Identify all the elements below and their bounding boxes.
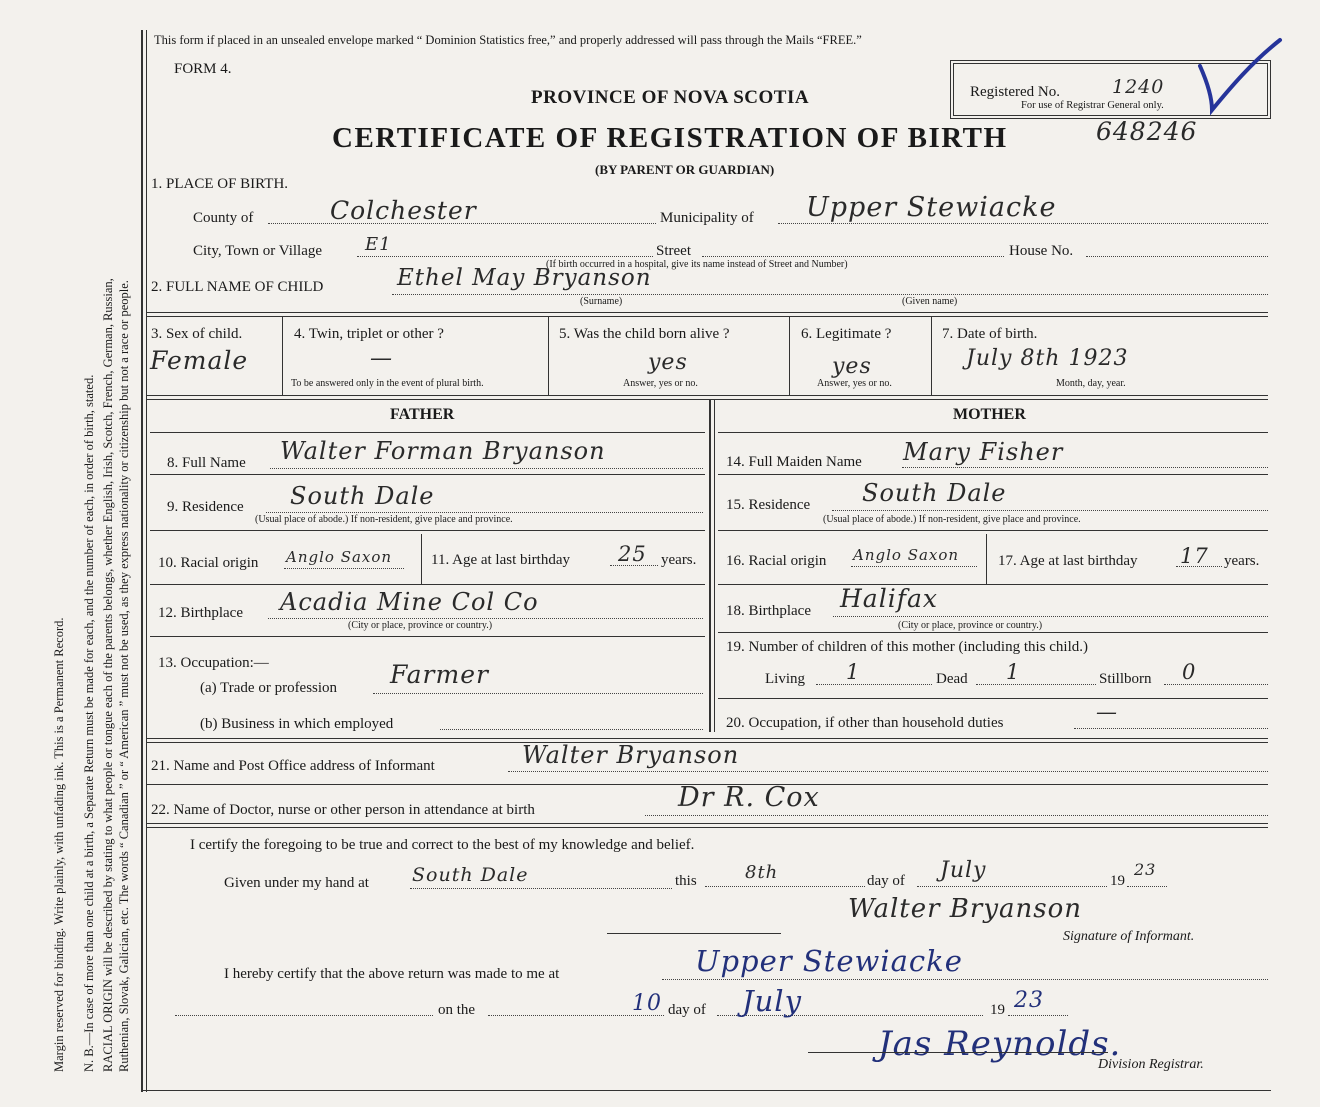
registrar-lead-line — [175, 1015, 433, 1016]
twin-note: To be answered only in the event of plural birth. — [291, 378, 484, 389]
year-value: 23 — [1134, 860, 1157, 879]
certificate-title: CERTIFICATE OF REGISTRATION OF BIRTH — [332, 122, 1008, 154]
father-age-value: 25 — [618, 542, 647, 566]
mother-birthplace-value: Halifax — [840, 584, 938, 613]
registered-value: 1240 — [1112, 76, 1165, 98]
father-birthplace-label: 12. Birthplace — [158, 605, 243, 621]
day-of-label: day of — [867, 873, 905, 889]
living-line — [816, 684, 932, 685]
house-line — [1086, 256, 1268, 257]
mother-age-value: 17 — [1180, 544, 1209, 568]
mother-heading: MOTHER — [953, 406, 1026, 423]
living-value: 1 — [846, 660, 861, 684]
row3-top-rule — [146, 312, 1268, 317]
municipality-line — [778, 223, 1268, 224]
legit-note: Answer, yes or no. — [817, 378, 892, 389]
informant-value: Walter Bryanson — [522, 741, 740, 769]
registrar-day-of: day of — [668, 1002, 706, 1018]
father-birthplace-value: Acadia Mine Col Co — [280, 588, 539, 616]
registrar-year-value: 23 — [1014, 988, 1044, 1013]
father-row10-rule — [150, 584, 705, 585]
margin-note-nb: N. B.—In case of more than one child at a birth, a Separate Return must be made for each, and the number of each, in order of birth, stated. — [82, 374, 96, 1072]
mother-racial-label: 16. Racial origin — [726, 553, 827, 569]
father-city-note: (City or place, province or country.) — [348, 620, 493, 631]
year-line — [1127, 886, 1167, 887]
living-label: Living — [765, 671, 805, 687]
father-row10-divider — [421, 534, 422, 584]
father-years: years. — [661, 552, 697, 568]
this-label: this — [675, 873, 697, 889]
father-racial-line — [284, 568, 404, 569]
father-head-rule — [150, 432, 705, 433]
county-value: Colchester — [330, 196, 477, 225]
child-name-value: Ethel May Bryanson — [397, 265, 652, 291]
hospital-note: (If birth occurred in a hospital, give its name instead of Street and Number) — [546, 259, 848, 270]
mother-birthplace-label: 18. Birthplace — [726, 603, 811, 619]
street-line — [702, 256, 1004, 257]
twin-label: 4. Twin, triplet or other ? — [294, 326, 444, 342]
row3-divider-1 — [282, 316, 283, 396]
row3-divider-4 — [931, 316, 932, 396]
certificate-subtitle: (BY PARENT OR GUARDIAN) — [595, 162, 775, 177]
frame-left-line — [141, 30, 143, 1092]
margin-note-racial: RACIAL ORIGIN will be described by stating to what people or tongue each of the parents belongs, whether English, Irish, Scotch, French, German, Russian, — [101, 278, 115, 1072]
mother-abode-note: (Usual place of abode.) If non-resident, give place and province. — [823, 514, 1081, 525]
form-number: FORM 4. — [174, 61, 232, 77]
doctor-line — [645, 815, 1268, 816]
father-heading: FATHER — [390, 406, 455, 423]
margin-note-binding: Margin reserved for binding. Write plainly, with unfading ink. This is a Permanent Record. — [52, 617, 66, 1072]
trade-line — [373, 693, 703, 694]
certify-statement: I certify the foregoing to be true and correct to the best of my knowledge and belief. — [190, 837, 695, 853]
year-prefix: 19 — [1110, 873, 1125, 889]
province-title: PROVINCE OF NOVA SCOTIA — [531, 87, 810, 108]
trade-label: (a) Trade or profession — [200, 680, 338, 696]
doctor-value: Dr R. Cox — [678, 782, 820, 813]
given-name-note: (Given name) — [902, 296, 958, 307]
checkmark-icon — [1190, 36, 1290, 116]
place-heading: 1. PLACE OF BIRTH. — [151, 176, 289, 192]
father-name-line — [270, 468, 703, 469]
father-racial-value: Anglo Saxon — [286, 548, 393, 566]
father-name-label: 8. Full Name — [167, 455, 246, 471]
row22-rule — [146, 823, 1268, 828]
twin-value: — — [370, 346, 393, 371]
informant-line — [508, 771, 1268, 772]
registrar-sig-line — [808, 1052, 1108, 1053]
on-the-label: on the — [438, 1002, 476, 1018]
sex-label: 3. Sex of child. — [151, 326, 243, 342]
stillborn-label: Stillborn — [1099, 671, 1152, 687]
registrar-day-value: 10 — [632, 991, 662, 1016]
mother-years: years. — [1224, 553, 1260, 569]
father-row9-rule — [150, 530, 705, 531]
mother-racial-line — [851, 566, 977, 567]
child-name-line — [392, 294, 1268, 295]
month-value: July — [940, 858, 987, 883]
margin-note-racial-cont: Ruthenian, Slovak, Galician, etc. The words “ Canadian ” or “ American ” must not be used, as they express nationality or citizenship but not a race or people. — [117, 280, 131, 1072]
registrar-place-value: Upper Stewiacke — [695, 944, 963, 978]
mother-res-line — [832, 510, 1268, 511]
father-res-line — [266, 512, 703, 513]
given-label: Given under my hand at — [224, 875, 369, 891]
signature-line — [607, 933, 781, 934]
registrar-statement: I hereby certify that the above return was made to me at — [224, 966, 560, 982]
mother-name-value: Mary Fisher — [903, 438, 1064, 466]
city-line — [357, 256, 653, 257]
registrar-note: For use of Registrar General only. — [1021, 100, 1164, 111]
doctor-label: 22. Name of Doctor, nurse or other person in attendance at birth — [151, 802, 535, 818]
mother-age-label: 17. Age at last birthday — [998, 553, 1138, 569]
alive-label: 5. Was the child born alive ? — [559, 326, 730, 342]
month-line — [917, 886, 1107, 887]
father-row8-rule — [150, 474, 705, 475]
parents-divider — [709, 399, 711, 732]
dead-value: 1 — [1006, 660, 1021, 684]
parents-divider-inner — [714, 399, 715, 732]
dead-line — [976, 684, 1096, 685]
mother-row16-rule — [718, 584, 1268, 585]
registered-label: Registered No. — [970, 84, 1060, 100]
city-label: City, Town or Village — [193, 243, 323, 259]
mother-res-value: South Dale — [862, 479, 1007, 507]
mother-name-label: 14. Full Maiden Name — [726, 454, 862, 470]
city-value: E1 — [365, 234, 392, 255]
stamp-number: 648246 — [1096, 117, 1198, 146]
mother-row14-rule — [718, 474, 1268, 475]
mother-row16-divider — [986, 534, 987, 584]
alive-value: yes — [648, 350, 688, 375]
registrar-year-line — [1008, 1015, 1068, 1016]
registrar-month-value: July — [742, 984, 802, 1018]
postal-note: This form if placed in an unsealed envelope marked “ Dominion Statistics free,” and properly addressed will pass through the Mails “FREE.” — [154, 33, 862, 47]
given-place-line — [410, 888, 672, 889]
alive-note: Answer, yes or no. — [623, 378, 698, 389]
father-name-value: Walter Forman Bryanson — [280, 437, 606, 465]
frame-bottom-line — [141, 1090, 1271, 1091]
dead-label: Dead — [936, 671, 968, 687]
father-abode-note: (Usual place of abode.) If non-resident, give place and province. — [255, 514, 513, 525]
father-res-value: South Dale — [290, 482, 435, 510]
row3-divider-3 — [789, 316, 790, 396]
business-line — [440, 729, 703, 730]
business-label: (b) Business in which employed — [200, 716, 394, 732]
day-line — [705, 886, 865, 887]
frame-left-line-inner — [146, 30, 147, 1092]
dob-note: Month, day, year. — [1056, 378, 1126, 389]
municipality-label: Municipality of — [660, 210, 754, 226]
signature-label: Signature of Informant. — [1063, 929, 1195, 944]
father-res-label: 9. Residence — [167, 499, 244, 515]
row3-divider-2 — [548, 316, 549, 396]
house-label: House No. — [1009, 243, 1074, 259]
county-label: County of — [193, 210, 254, 226]
surname-note: (Surname) — [580, 296, 623, 307]
registrar-sig-label: Division Registrar. — [1098, 1057, 1204, 1072]
registrar-year-prefix: 19 — [990, 1002, 1005, 1018]
stillborn-line — [1164, 684, 1268, 685]
mother-birthplace-line — [833, 616, 1268, 617]
mother-racial-value: Anglo Saxon — [853, 546, 960, 564]
father-age-label: 11. Age at last birthday — [431, 552, 570, 568]
mother-occ-label: 20. Occupation, if other than household duties — [726, 715, 1004, 731]
stillborn-value: 0 — [1182, 660, 1197, 684]
informant-signature: Walter Bryanson — [848, 894, 1083, 924]
registrar-place-line — [662, 979, 1268, 980]
father-occ-label: 13. Occupation:— — [158, 655, 269, 671]
father-racial-label: 10. Racial origin — [158, 555, 259, 571]
trade-value: Farmer — [390, 660, 489, 689]
mother-head-rule — [718, 432, 1268, 433]
children-label: 19. Number of children of this mother (including this child.) — [726, 639, 1089, 655]
father-birthplace-line — [268, 618, 703, 619]
municipality-value: Upper Stewiacke — [806, 192, 1057, 223]
mother-row19-rule — [718, 698, 1268, 699]
street-label: Street — [656, 243, 691, 259]
given-place-value: South Dale — [412, 864, 529, 886]
mother-occ-value: — — [1096, 700, 1118, 724]
mother-res-label: 15. Residence — [726, 497, 811, 513]
child-name-label: 2. FULL NAME OF CHILD — [151, 279, 324, 295]
sex-value: Female — [150, 346, 249, 375]
mother-city-note: (City or place, province or country.) — [898, 620, 1043, 631]
legit-value: yes — [832, 354, 872, 379]
row3-bottom-rule — [146, 395, 1268, 400]
informant-label: 21. Name and Post Office address of Informant — [151, 758, 435, 774]
day-value: 8th — [745, 862, 779, 883]
registrar-signature: Jas Reynolds. — [878, 1024, 1122, 1064]
dob-label: 7. Date of birth. — [942, 326, 1038, 342]
mother-row15-rule — [718, 530, 1268, 531]
dob-value: July 8th 1923 — [966, 346, 1129, 371]
mother-name-line — [902, 467, 1268, 468]
mother-occ-line — [1074, 728, 1268, 729]
father-row12-rule — [150, 636, 705, 637]
legit-label: 6. Legitimate ? — [801, 326, 892, 342]
mother-row18-rule — [718, 632, 1268, 633]
